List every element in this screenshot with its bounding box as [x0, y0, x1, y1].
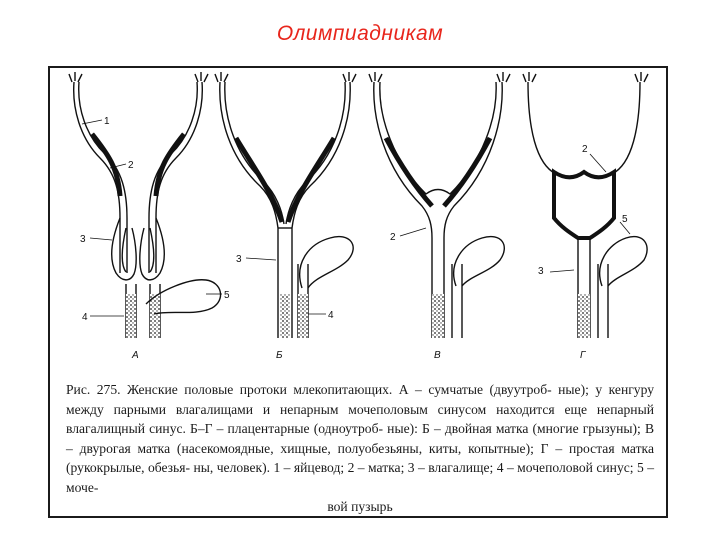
panel-a-drawing — [69, 72, 222, 338]
caption-line: вой пузырь — [327, 499, 393, 514]
panel-b-label-3: 3 — [236, 254, 242, 265]
panel-a-label-2: 2 — [128, 160, 134, 171]
panel-v-label-2: 2 — [390, 232, 396, 243]
panel-g-label-3: 3 — [538, 266, 544, 277]
caption-line: Рис. 275. Женские половые протоки млекопитающих. А – сумчатые (двуутроб- — [66, 382, 552, 397]
panel-b-label-4: 4 — [328, 310, 334, 321]
panel-v-letter: В — [434, 350, 441, 361]
panel-g-letter: Г — [580, 350, 586, 361]
slide-title: Олимпиадникам — [276, 22, 444, 45]
panel-a-label-5: 5 — [224, 290, 230, 301]
figure-frame — [48, 66, 668, 518]
panel-a-label-1: 1 — [104, 116, 110, 127]
panel-g-label-5: 5 — [622, 214, 628, 225]
panel-v-drawing — [369, 72, 510, 338]
caption-line: находится еще непарный влагалищный синус. Б–Г – плацентарные (одноутроб- — [66, 401, 654, 436]
panel-g-drawing — [523, 72, 648, 338]
panel-b-drawing — [215, 72, 356, 338]
panel-b-letter: Б — [276, 350, 283, 361]
caption-line: ные); у кенгуру между парными влагалищами и непарным мочеполовым синусом — [66, 382, 654, 417]
panel-a-label-4: 4 — [82, 312, 88, 323]
panel-a-letter: А — [132, 350, 139, 361]
panel-g-label-2: 2 — [582, 144, 588, 155]
caption-line: ные): Б – двойная матка (многие грызуны); В – двурогая матка (насекомоядные, — [66, 421, 655, 456]
caption-line: ны, человек). 1 – яйцевод; 2 – матка; 3 – влагалище; 4 – мочеполовой синус; 5 – моче- — [66, 460, 654, 495]
panel-a-label-3: 3 — [80, 234, 86, 245]
figure-caption — [66, 380, 654, 517]
reproductive-ducts-illustration — [50, 68, 666, 368]
caption-line: хищные, полуобезьяны, киты, копытные); Г – простая матка (рукокрылые, обезья- — [66, 440, 654, 475]
